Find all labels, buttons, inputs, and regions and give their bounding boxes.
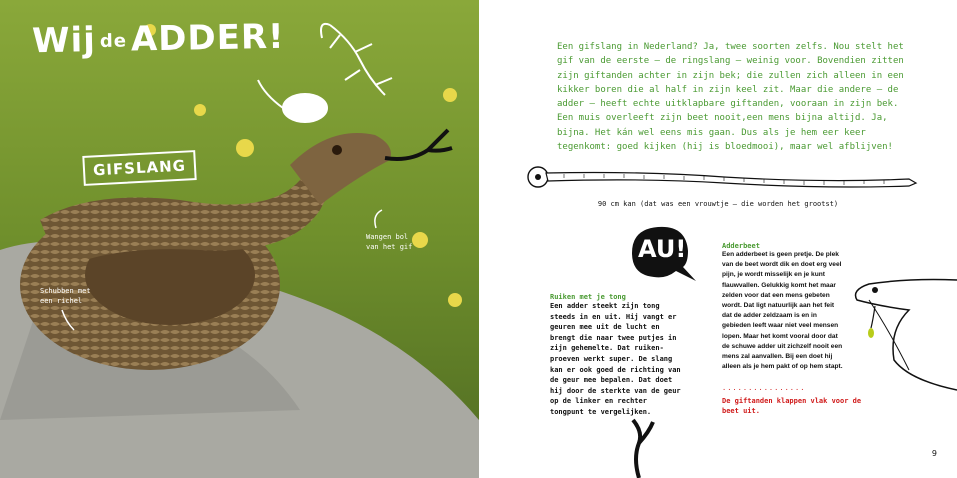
smell-heading: Ruiken met je tong xyxy=(550,293,626,301)
snake-head-drawing xyxy=(849,270,957,400)
bite-heading: Adderbeet xyxy=(722,242,760,250)
smell-text: Een adder steekt zijn tong steeds in en uit. Hij vangt er geuren mee uit de lucht en brengt die naar twee putjes in zijn gehemelte. Dat ruiken-proeven werkt super. De slang kan er ook goed de richting van de geur mee bepalen. Dat doet hij door de sterkte van de geur op de linker en rechter tongpunt te vergelijken. xyxy=(550,302,681,416)
title-part-2: de xyxy=(99,30,128,52)
fangs-caption: De giftanden klappen vlak voor de beet uit. xyxy=(722,397,862,415)
note-scales: Schubben met een richel xyxy=(40,287,91,305)
gifslang-tag: GIFSLANG xyxy=(82,150,196,186)
smell-box xyxy=(550,293,684,418)
bite-box xyxy=(722,242,844,372)
measuring-tape-illustration xyxy=(524,165,924,195)
title-part-3: ADDER! xyxy=(130,16,285,60)
note-cheeks: Wangen bol van het gif xyxy=(366,233,413,251)
tape-caption: 90 cm kan (dat was een vrouwtje – die worden het grootst) xyxy=(597,200,839,208)
page-number: 9 xyxy=(931,449,937,458)
intro-text: Een gifslang in Nederland? Ja, twee soorten zelfs. Nou stelt het gif van de eerste – de ringslang – weinig voor. Bovendien zitten zijn giftanden achter in zijn bek; die zullen zich alleen in een kikker boren die al half in zijn keel zit. Maar die andere – de adder – heeft echte uitklapbare giftanden, vooraan in zijn bek. Een muis overleeft zijn beet nooit,een mens bijna altijd. Ja, bijna. Het kán wel eens mis gaan. Dus als je hem eer keer tegenkomt: goed kijken (hij is bloedmooi), maar wel afblijven! xyxy=(557,42,904,153)
bite-text: Een adderbeet is geen pretje. De plek van de beet wordt dik en doet erg veel pijn, je wordt misselijk en je kunt flauwvallen. Gelukkig komt het maar zelden voor dat een mens gebeten wordt. Dat ligt natuurlijk aan het feit dat de adder zeldzaam is en in gebieden leeft waar niet veel mensen lopen. Maar het komt vooral door dat de schuwe adder uit zichzelf nooit een mens zal aanvallen. Bij een doet hij alleen als je hem pakt of op hem stapt. xyxy=(722,251,843,371)
title-part-1: Wij xyxy=(31,20,97,62)
right-page xyxy=(479,0,957,478)
au-label: AU! xyxy=(638,235,687,263)
page-title xyxy=(31,16,285,62)
tongue-drawing xyxy=(619,418,659,478)
au-bubble xyxy=(628,223,698,287)
dotted-divider: ................ xyxy=(722,384,806,392)
